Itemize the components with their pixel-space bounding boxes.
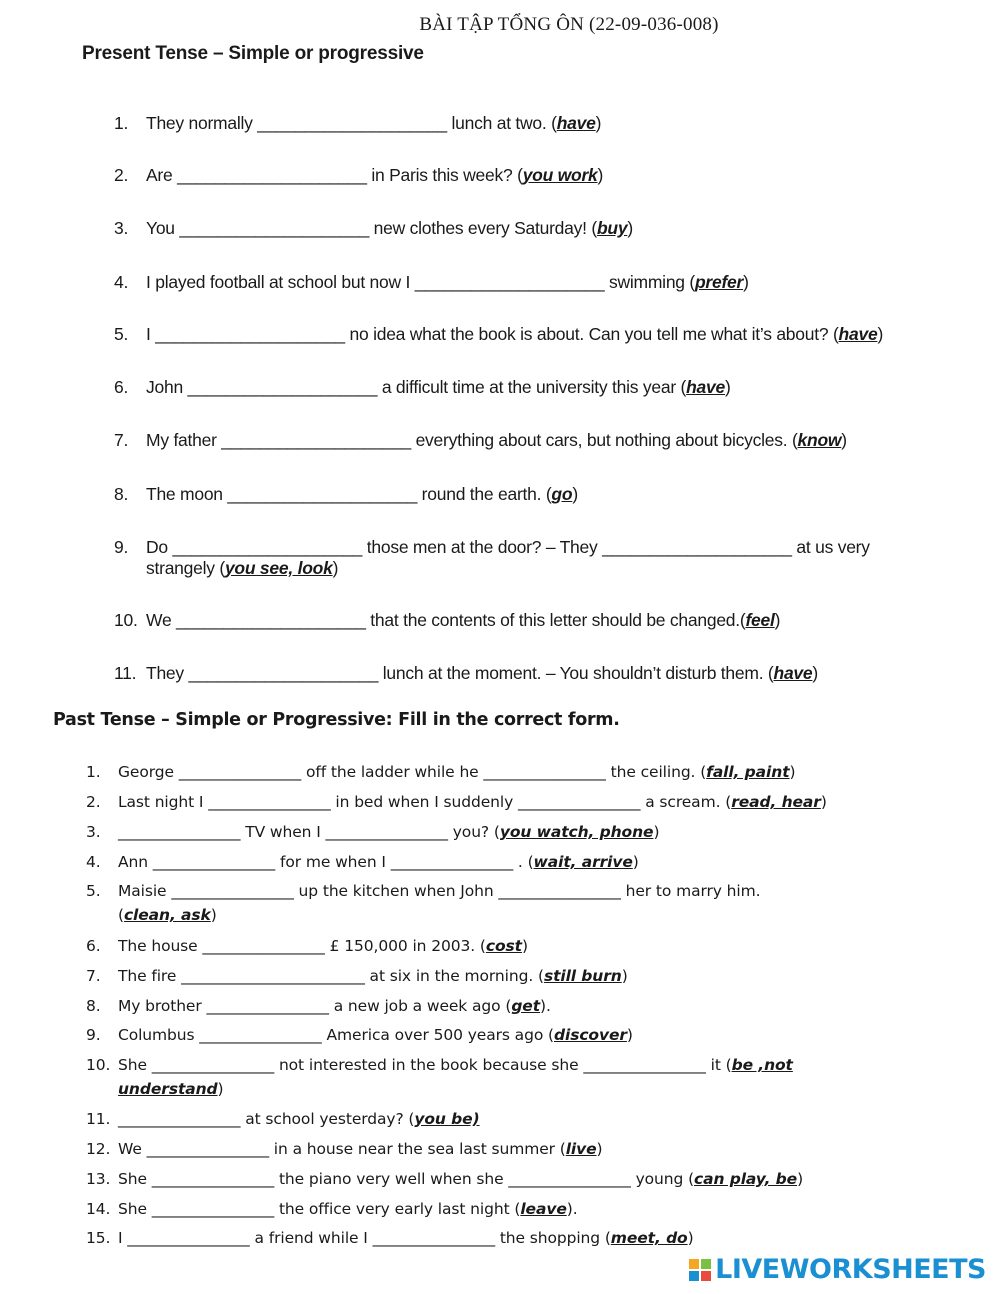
item-number: 1. — [114, 113, 129, 133]
item-number: 7. — [114, 430, 129, 450]
item-text-end: ) — [820, 793, 827, 811]
verb-hint: cost — [485, 937, 522, 955]
item-number: 8. — [86, 997, 101, 1015]
exercise-item — [86, 964, 966, 988]
exercise-item — [86, 790, 966, 814]
item-text-end: ) — [332, 558, 339, 578]
verb-hint: wait, arrive — [533, 853, 633, 871]
item-number: 14. — [86, 1200, 111, 1218]
item-number: 15. — [86, 1229, 111, 1247]
item-number: 2. — [114, 165, 129, 185]
item-number: 3. — [114, 218, 129, 238]
item-number: 3. — [86, 823, 101, 841]
verb-hint: get — [511, 997, 541, 1015]
item-text-end: ) — [653, 823, 660, 841]
item-text-end: ) — [521, 937, 528, 955]
exercise-item — [114, 113, 974, 134]
item-text-end: ). — [540, 997, 551, 1015]
verb-hint: have — [686, 377, 725, 397]
exercise-item — [86, 1053, 966, 1101]
verb-hint: go — [551, 484, 573, 504]
verb-hint: know — [797, 430, 842, 450]
exercise-item — [114, 165, 974, 186]
worksheet-header: BÀI TẬP TỔNG ÔN (22-09-036-008) — [419, 14, 719, 35]
verb-hint: you see, look — [224, 558, 333, 578]
item-number: 11. — [86, 1110, 111, 1128]
exercise-item — [86, 1197, 966, 1221]
item-text: My brother ________________ a new job a week ago ( — [118, 997, 512, 1015]
item-continuation — [86, 903, 966, 927]
item-text-end: ) — [596, 1140, 603, 1158]
verb-hint: have — [556, 113, 596, 133]
verb-hint: discover — [553, 1026, 627, 1044]
exercise-item — [86, 1023, 966, 1047]
item-text: The house ________________ £ 150,000 in 2003. ( — [118, 937, 486, 955]
exercise-item — [114, 663, 974, 684]
verb-hint: meet, do — [610, 1229, 688, 1247]
item-number: 5. — [114, 324, 129, 344]
exercise-item — [86, 1137, 966, 1161]
logo-square — [701, 1259, 711, 1269]
exercise-item — [86, 1226, 966, 1250]
item-number: 11. — [114, 663, 137, 683]
item-text-end: ) — [743, 272, 749, 292]
exercise-item — [114, 272, 974, 293]
item-text: Last night I ________________ in bed when I suddenly ________________ a scream. ( — [118, 793, 732, 811]
section-title-past: Past Tense – Simple or Progressive: Fill in the correct form. — [53, 710, 620, 730]
item-text: They ____________________ lunch at the moment. – You shouldn’t disturb them. ( — [146, 663, 774, 683]
item-number: 7. — [86, 967, 101, 985]
item-text: Are ____________________ in Paris this week? ( — [146, 165, 523, 185]
exercise-item — [86, 760, 966, 784]
section-title-present: Present Tense – Simple or progressive — [82, 43, 424, 64]
verb-hint: clean, ask — [123, 906, 211, 924]
item-text: Columbus ________________ America over 500 years ago ( — [118, 1026, 554, 1044]
item-number: 12. — [86, 1140, 111, 1158]
item-text-end: ) — [877, 324, 884, 344]
item-text: I ________________ a friend while I ________________ the shopping ( — [118, 1229, 611, 1247]
exercise-item — [114, 377, 974, 398]
item-text-end: ) — [210, 906, 217, 924]
exercise-item — [86, 1167, 966, 1191]
item-text: John ____________________ a difficult time at the university this year ( — [146, 377, 687, 397]
item-text: My father ____________________ everything about cars, but nothing about bicycles. ( — [146, 430, 798, 450]
verb-hint: have — [773, 663, 813, 683]
item-text-end: ) — [626, 1026, 633, 1044]
item-text: We ________________ in a house near the sea last summer ( — [118, 1140, 566, 1158]
item-text-end: ). — [566, 1200, 578, 1218]
verb-hint: you work — [522, 165, 598, 185]
item-text: She ________________ the office very early last night ( — [118, 1200, 521, 1218]
exercise-item — [86, 994, 966, 1018]
logo-square — [689, 1271, 699, 1281]
verb-hint: you be) — [414, 1110, 480, 1128]
item-continuation — [114, 558, 974, 579]
verb-hint-cont: understand — [118, 1080, 218, 1098]
item-number: 6. — [86, 937, 101, 955]
verb-hint: feel — [745, 610, 775, 630]
item-number: 13. — [86, 1170, 111, 1188]
item-continuation — [86, 1077, 966, 1101]
item-text-end: ) — [217, 1080, 224, 1098]
item-text-cont: ( — [118, 906, 124, 924]
item-text-end: ) — [627, 218, 633, 238]
item-number: 4. — [114, 272, 129, 292]
item-text-end: ) — [597, 165, 604, 185]
verb-hint: live — [565, 1140, 597, 1158]
item-text-end: ) — [789, 763, 796, 781]
item-text: ________________ TV when I ________________ you? ( — [118, 823, 500, 841]
verb-hint: fall, paint — [706, 763, 790, 781]
item-text-cont: strangely ( — [146, 558, 225, 578]
item-number: 10. — [114, 610, 138, 630]
item-text: I played football at school but now I ____________________ swimming ( — [146, 272, 695, 292]
item-number: 1. — [86, 763, 101, 781]
item-text-end: ) — [725, 377, 731, 397]
exercise-item — [86, 820, 966, 844]
logo-mark-icon — [689, 1259, 711, 1281]
exercise-item — [114, 610, 974, 631]
exercise-item — [114, 218, 974, 239]
item-text-end: ) — [687, 1229, 694, 1247]
verb-hint: be ,not — [731, 1056, 793, 1074]
item-number: 5. — [86, 882, 101, 900]
exercise-item — [86, 879, 966, 927]
verb-hint: buy — [596, 218, 628, 238]
item-number: 9. — [114, 537, 129, 557]
item-text: She ________________ not interested in the book because she ________________ it ( — [118, 1056, 732, 1074]
verb-hint: still burn — [543, 967, 622, 985]
exercise-item — [86, 1107, 966, 1131]
logo-text: LIVEWORKSHEETS — [715, 1254, 986, 1285]
item-text: The fire ________________________ at six in the morning. ( — [118, 967, 544, 985]
item-text-end: ) — [797, 1170, 804, 1188]
logo-square — [701, 1271, 711, 1281]
exercise-item — [114, 537, 974, 579]
exercise-item — [86, 850, 966, 874]
item-text: We ____________________ that the contents of this letter should be changed.( — [146, 610, 746, 630]
verb-hint: can play, be — [694, 1170, 798, 1188]
item-text: George ________________ off the ladder while he ________________ the ceiling. ( — [118, 763, 707, 781]
item-text: You ____________________ new clothes every Saturday! ( — [146, 218, 597, 238]
item-text: She ________________ the piano very well when she ________________ young ( — [118, 1170, 695, 1188]
item-text: ________________ at school yesterday? ( — [118, 1110, 415, 1128]
item-text-end: ) — [572, 484, 578, 504]
item-text: Do ____________________ those men at the door? – They ____________________ at us very — [146, 537, 870, 557]
verb-hint: read, hear — [731, 793, 821, 811]
item-text: Maisie ________________ up the kitchen when John ________________ her to marry him. — [118, 882, 761, 900]
exercise-item — [114, 324, 974, 345]
item-text-end: ) — [812, 663, 818, 683]
exercise-item — [114, 484, 974, 505]
item-number: 6. — [114, 377, 129, 397]
item-text-end: ) — [621, 967, 628, 985]
item-text-end: ) — [774, 610, 781, 630]
item-number: 8. — [114, 484, 129, 504]
item-text: I ____________________ no idea what the book is about. Can you tell me what it’s about? ( — [146, 324, 839, 344]
liveworksheets-logo[interactable] — [689, 1254, 986, 1285]
verb-hint: have — [838, 324, 878, 344]
logo-square — [689, 1259, 699, 1269]
item-number: 2. — [86, 793, 101, 811]
item-number: 4. — [86, 853, 101, 871]
item-number: 10. — [86, 1056, 111, 1074]
verb-hint: you watch, phone — [499, 823, 654, 841]
exercise-item — [86, 934, 966, 958]
item-text: Ann ________________ for me when I ________________ . ( — [118, 853, 534, 871]
item-number: 9. — [86, 1026, 101, 1044]
item-text-end: ) — [595, 113, 602, 133]
exercise-item — [114, 430, 974, 451]
item-text-end: ) — [632, 853, 639, 871]
item-text: The moon ____________________ round the earth. ( — [146, 484, 552, 504]
item-text-end: ) — [841, 430, 847, 450]
verb-hint: prefer — [694, 272, 744, 292]
item-text: They normally ____________________ lunch at two. ( — [146, 113, 557, 133]
verb-hint: leave — [520, 1200, 567, 1218]
